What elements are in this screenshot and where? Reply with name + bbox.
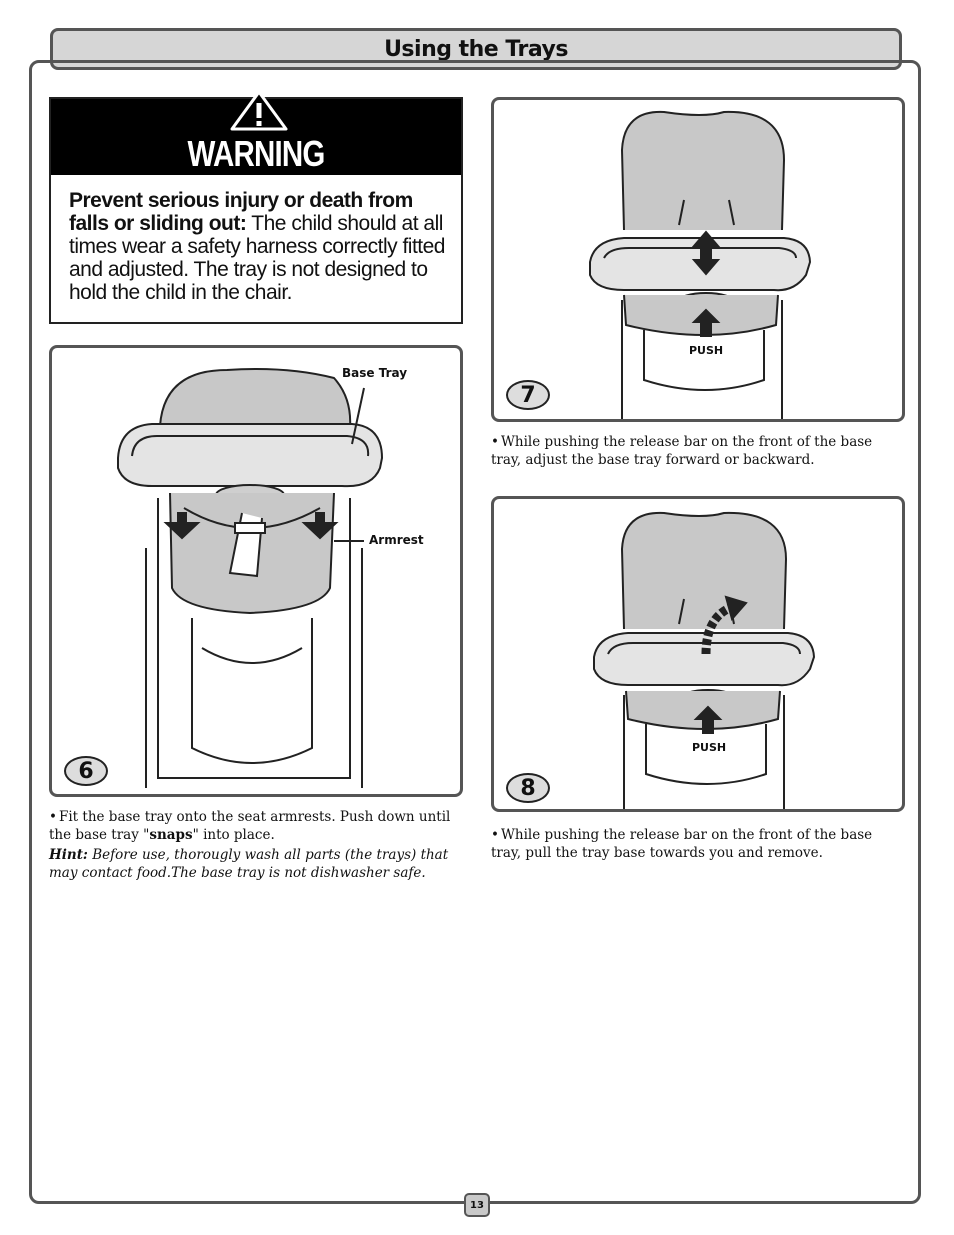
warning-header (51, 99, 461, 175)
warning-body-text: The child should at all times wear a safety harness correctly fitted and adjusted. The tray is not designed to hold the child in the chair. (69, 212, 445, 304)
step-6-badge: 6 (64, 756, 108, 786)
step-8-badge: 8 (506, 773, 550, 803)
warning-text (69, 189, 447, 304)
warning-triangle-icon (229, 89, 289, 131)
step-7-instruction: • While pushing the release bar on the front of the base tray, adjust the base tray forward or backward. (491, 434, 873, 468)
step-6-text-a: Fit the base tray onto the seat armrests. Push down until the base tray " (49, 809, 451, 843)
hint-text: Before use, thorougly wash all parts (the trays) that may contact food.The base tray is not dishwasher safe. (49, 847, 449, 881)
push-callout-7: PUSH (689, 344, 724, 357)
step-8-instruction: • While pushing the release bar on the front of the base tray, pull the tray base towards you and remove. (491, 827, 873, 861)
page-number: 13 (464, 1193, 490, 1217)
high-chair-adjust-tray-illustration (494, 100, 902, 419)
hint-label: Hint: (49, 847, 88, 863)
step-7-text: While pushing the release bar on the front of the base tray, adjust the base tray forward or backward. (491, 434, 873, 468)
step-8-text: While pushing the release bar on the front of the base tray, pull the tray base towards you and remove. (491, 827, 873, 861)
warning-title: WARNING (187, 133, 325, 174)
step-6-text-b: " into place. (192, 827, 275, 843)
step-8-illustration-panel (491, 496, 905, 812)
high-chair-remove-tray-illustration (494, 499, 902, 809)
armrest-callout: Armrest (369, 533, 424, 547)
step-7-illustration-panel (491, 97, 905, 422)
step-6-instruction: • Fit the base tray onto the seat armrests. Push down until the base tray "snaps" into place. (49, 809, 451, 843)
warning-box (49, 97, 463, 324)
push-callout-8: PUSH (692, 741, 727, 754)
step-6-illustration-panel (49, 345, 463, 797)
warning-lead: Prevent serious injury or death from falls or sliding out: (69, 189, 413, 235)
base-tray-callout: Base Tray (342, 366, 408, 380)
step-6-text-bold: snaps (149, 827, 193, 843)
step-7-badge: 7 (506, 380, 550, 410)
high-chair-base-tray-illustration (52, 348, 460, 794)
section-title: Using the Trays (384, 36, 568, 62)
step-6-hint (49, 846, 454, 882)
